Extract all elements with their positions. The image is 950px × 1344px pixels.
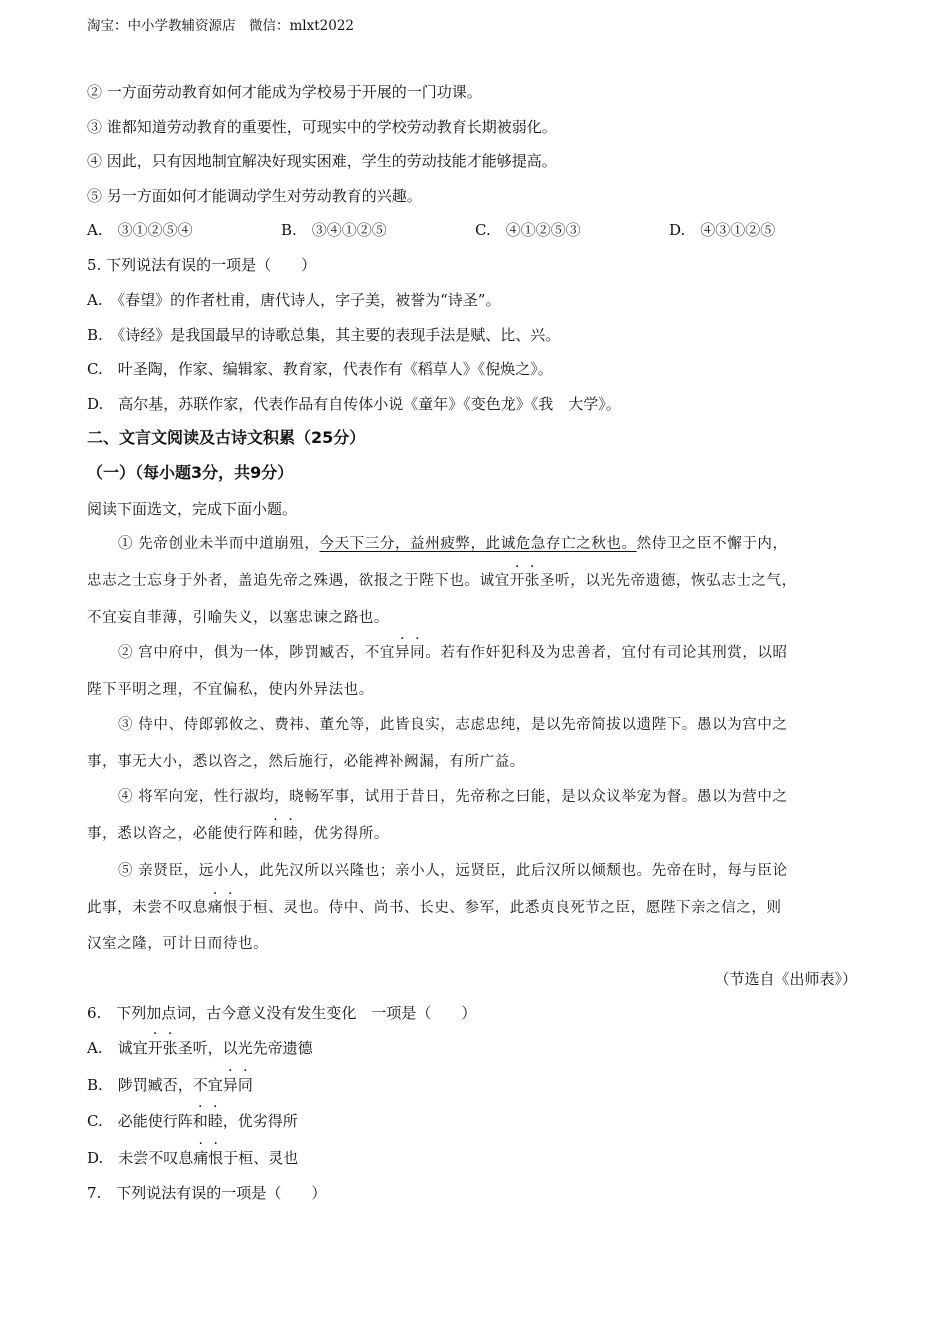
- passage-p1-line3: 不宜妄自菲薄，引喻失义，以塞忠谏之路也。: [87, 610, 389, 626]
- dotted-char: 睦: [207, 1112, 223, 1130]
- q4-option-a[interactable]: A. ③①②⑤④: [87, 221, 193, 239]
- q5-option-c[interactable]: C. 叶圣陶，作家、编辑家、教育家，代表作有《稻草人》《倪焕之》。: [87, 360, 553, 378]
- q6-option-b[interactable]: [87, 1075, 253, 1095]
- option-text: D. 未尝不叹息: [87, 1149, 194, 1167]
- option-text: 于桓、灵也: [223, 1149, 299, 1167]
- dotted-char: 和: [192, 1112, 208, 1130]
- dotted-char: 同: [410, 645, 426, 661]
- dotted-char: 张: [524, 573, 541, 589]
- dotted-char: 同: [237, 1076, 253, 1094]
- q5-option-a[interactable]: A. 《春望》的作者杜甫，唐代诗人，字子美，被誉为“诗圣”。: [87, 291, 501, 309]
- dotted-char: 张: [162, 1039, 178, 1057]
- passage-p5-line2: [87, 898, 782, 918]
- passage-source: （节选自《出师表》）: [714, 970, 857, 988]
- q4-option-d[interactable]: D. ④③①②⑤: [669, 221, 776, 239]
- option-text: A. 诚宜: [87, 1039, 148, 1057]
- dotted-char: 异: [222, 1076, 238, 1094]
- passage-p5-line3: 汉室之隆，可计日而待也。: [87, 936, 269, 952]
- passage-text: ，优劣得所。: [298, 826, 390, 842]
- q6-stem: 6. 下列加点词，古今意义没有发生变化 一项是（ ）: [87, 1004, 477, 1022]
- underlined-sentence: 今天下三分，益州疲弊，此诚危急存亡之秋也。: [319, 536, 637, 552]
- dotted-char: 睦: [283, 826, 299, 842]
- dotted-char: 异: [395, 645, 411, 661]
- q5-stem: 5. 下列说法有误的一项是（ ）: [87, 256, 317, 274]
- passage-p2-line2: 陛下平明之理，不宜偏私，使内外异法也。: [87, 682, 374, 698]
- subsection-title: （一）（每小题3分，共9分）: [87, 463, 294, 482]
- sentence-item-5: ⑤ 另一方面如何才能调动学生对劳动教育的兴趣。: [87, 187, 422, 205]
- option-text: B. 陟罚臧否，不宜: [87, 1076, 223, 1094]
- passage-p2-line1: [118, 643, 788, 663]
- dotted-char: 痛: [193, 1149, 209, 1167]
- passage-p1-line1: [118, 534, 788, 554]
- q5-option-d[interactable]: D. 高尔基，苏联作家，代表作品有自传体小说《童年》《变色龙》《我 大学》。: [87, 395, 621, 413]
- q6-option-c[interactable]: [87, 1111, 298, 1131]
- option-text: ，优劣得所: [222, 1112, 298, 1130]
- passage-text: 圣听，以光先帝遗德，恢弘志士之气，: [540, 573, 797, 589]
- passage-p4-line1: ④ 将军向宠，性行淑均，晓畅军事，试用于昔日，先帝称之曰能，是以众议举宠为督。愚以为营中之: [118, 789, 788, 805]
- sentence-item-3: ③ 谁都知道劳动教育的重要性，可现实中的学校劳动教育长期被弱化。: [87, 118, 557, 136]
- sentence-item-2: ② 一方面劳动教育如何才能成为学校易于开展的一门功课。: [87, 83, 482, 101]
- passage-text: 于桓、灵也。侍中、尚书、长史、参军，此悉贞良死节之臣，愿陛下亲之信之，则: [238, 900, 782, 916]
- instruction: 阅读下面选文，完成下面小题。: [87, 500, 298, 518]
- q5-option-b[interactable]: B. 《诗经》是我国最早的诗歌总集，其主要的表现手法是赋、比、兴。: [87, 326, 561, 344]
- passage-p4-line2: [87, 824, 389, 844]
- passage-text: 事，悉以咨之，必能使行阵: [87, 826, 269, 842]
- passage-p5-line1: ⑤ 亲贤臣，远小人，此先汉所以兴隆也；亲小人，远贤臣，此后汉所以倾颓也。先帝在时，每与臣论: [118, 863, 788, 879]
- passage-text: ① 先帝创业未半而中道崩殂，: [118, 536, 320, 552]
- option-text: 圣听，以光先帝遗德: [177, 1039, 313, 1057]
- passage-p1-line2: [87, 571, 797, 591]
- dotted-char: 恨: [222, 900, 239, 916]
- page-header: 淘宝：中小学教辅资源店 微信：mlxt2022: [87, 18, 355, 34]
- passage-text: 此事，未尝不叹息: [87, 900, 208, 916]
- passage-text: 然侍卫之臣不懈于内，: [636, 536, 788, 552]
- q4-option-c[interactable]: C. ④①②⑤③: [475, 221, 581, 239]
- passage-text: ② 宫中府中，俱为一体，陟罚臧否，不宜: [118, 645, 396, 661]
- q4-option-b[interactable]: B. ③④①②⑤: [281, 221, 387, 239]
- dotted-char: 恨: [208, 1149, 224, 1167]
- q7-stem: 7. 下列说法有误的一项是（ ）: [87, 1184, 327, 1202]
- passage-p3-line1: ③ 侍中、侍郎郭攸之、费祎、董允等，此皆良实，志虑忠纯，是以先帝简拔以遗陛下。愚以为宫中之: [118, 717, 788, 733]
- passage-text: 。若有作奸犯科及为忠善者，宜付有司论其刑赏，以昭: [425, 645, 788, 661]
- q6-option-d[interactable]: [87, 1148, 298, 1168]
- section-title: 二、文言文阅读及古诗文积累（25分）: [87, 428, 366, 447]
- option-text: C. 必能使行阵: [87, 1112, 193, 1130]
- dotted-char: 和: [268, 826, 284, 842]
- q6-option-a[interactable]: [87, 1038, 313, 1058]
- dotted-char: 痛: [207, 900, 223, 916]
- dotted-char: 开: [509, 573, 525, 589]
- passage-text: 忠志之士忘身于外者，盖追先帝之殊遇，欲报之于陛下也。诚宜: [87, 573, 510, 589]
- dotted-char: 开: [147, 1039, 163, 1057]
- passage-p3-line2: 事，事无大小，悉以咨之，然后施行，必能裨补阙漏，有所广益。: [87, 754, 525, 770]
- sentence-item-4: ④ 因此，只有因地制宜解决好现实困难，学生的劳动技能才能够提高。: [87, 152, 557, 170]
